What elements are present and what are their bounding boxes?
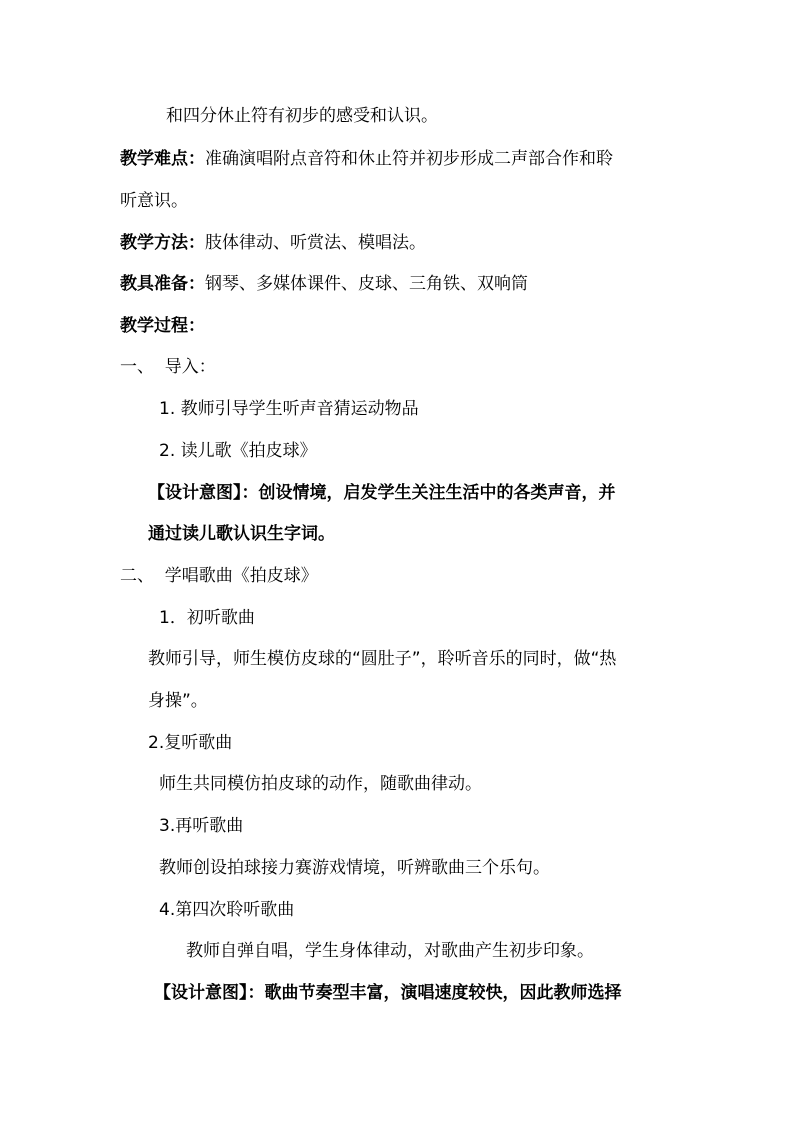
section2-design-intent: 【设计意图】：歌曲节奏型丰富，演唱速度较快，因此教师选择 — [154, 983, 622, 1003]
tools-text: 钢琴、多媒体课件、皮球、三角铁、双响筒 — [205, 274, 528, 294]
section2-step1-title: 1．初听歌曲 — [159, 608, 255, 628]
method-label: 教学方法： — [120, 233, 205, 253]
difficulty-paragraph — [120, 148, 613, 170]
section2-step1-text-continuation: 身操”。 — [148, 691, 208, 711]
tools-label: 教具准备： — [120, 274, 205, 294]
section1-heading: 一、 导入： — [120, 357, 216, 377]
section1-design-intent-continuation: 通过读儿歌认识生字词。 — [148, 524, 335, 544]
section1-item1: 1. 教师引导学生听声音猜运动物品 — [159, 399, 419, 419]
method-paragraph — [120, 232, 426, 254]
section2-step2-title: 2.复听歌曲 — [148, 733, 233, 753]
process-heading: 教学过程： — [120, 316, 205, 336]
section2-step2-text: 师生共同模仿拍皮球的动作，随歌曲律动。 — [159, 774, 482, 794]
difficulty-label: 教学难点： — [120, 149, 205, 169]
section2-step4-text: 教师自弹自唱，学生身体律动，对歌曲产生初步印象。 — [186, 941, 594, 961]
difficulty-text-continuation: 听意识。 — [120, 191, 188, 211]
section2-step1-text: 教师引导，师生模仿皮球的“圆肚子”，聆听音乐的同时，做“热 — [148, 649, 617, 669]
teaching-goal-continuation: 和四分休止符有初步的感受和认识。 — [166, 106, 438, 126]
method-text: 肢体律动、听赏法、模唱法。 — [205, 233, 426, 253]
section2-heading: 二、 学唱歌曲《拍皮球》 — [120, 566, 318, 586]
section1-design-intent: 【设计意图】：创设情境，启发学生关注生活中的各类声音，并 — [148, 483, 616, 503]
difficulty-text: 准确演唱附点音符和休止符并初步形成二声部合作和聆 — [205, 149, 613, 169]
section2-step4-title: 4.第四次聆听歌曲 — [159, 900, 295, 920]
tools-paragraph — [120, 273, 528, 295]
section2-step3-title: 3.再听歌曲 — [159, 816, 244, 836]
section1-item2: 2. 读儿歌《拍皮球》 — [159, 441, 317, 461]
section2-step3-text: 教师创设拍球接力赛游戏情境，听辨歌曲三个乐句。 — [159, 858, 550, 878]
